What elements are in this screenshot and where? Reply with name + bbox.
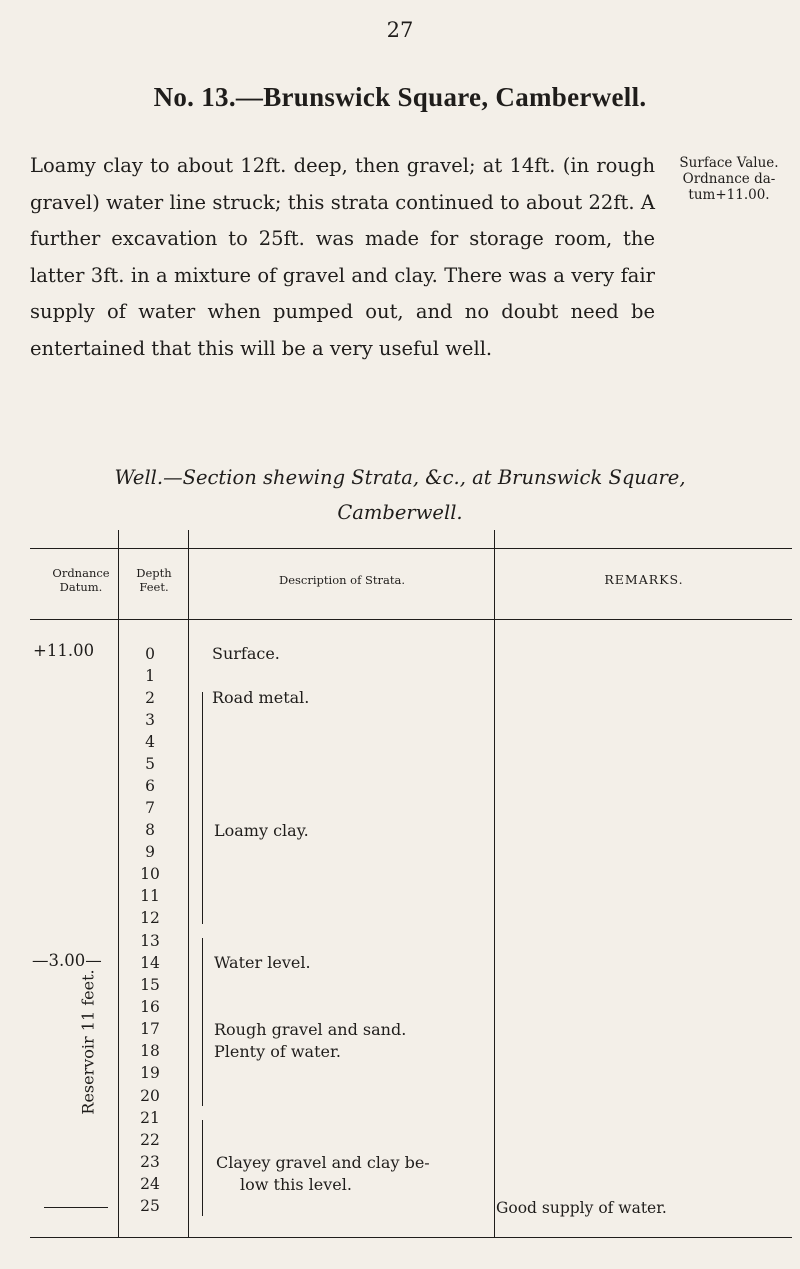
caption-line-1: Well.—Section shewing Strata, &c., at Brunswick Square, — [114, 466, 686, 489]
depth-value: 22 — [140, 1131, 160, 1149]
depth-value: 9 — [145, 843, 155, 861]
stratum-clayey-gravel-line-2: low this level. — [240, 1175, 352, 1194]
depth-value: 19 — [140, 1064, 160, 1082]
depth-value: 14 — [140, 954, 160, 972]
depth-value: 0 — [145, 645, 155, 663]
depth-value: 7 — [145, 799, 155, 817]
depth-value: 3 — [145, 711, 155, 729]
margin-note-line-2: Ordnance da- — [682, 171, 776, 187]
table-bottom-rule — [30, 1237, 792, 1238]
brace-road-loamy — [202, 692, 203, 924]
depth-value: 4 — [145, 733, 155, 751]
margin-note-line-1: Surface Value. — [679, 155, 779, 171]
depth-value: 8 — [145, 821, 155, 839]
depth-value: 23 — [140, 1153, 160, 1171]
depth-value: 1 — [145, 667, 155, 685]
reservoir-base-rule — [44, 1207, 108, 1208]
depth-value: 10 — [140, 865, 160, 883]
ordnance-water-level-value: —3.00— — [32, 951, 102, 970]
reservoir-label: Reservoir 11 feet. — [78, 969, 98, 1115]
stratum-road-metal: Road metal. — [212, 688, 310, 707]
stratum-clayey-gravel-line-1: Clayey gravel and clay be- — [216, 1153, 430, 1172]
remark-good-supply: Good supply of water. — [496, 1199, 667, 1217]
depth-value: 15 — [140, 976, 160, 994]
stratum-rough-gravel: Rough gravel and sand. — [214, 1020, 407, 1039]
page-title: No. 13.—Brunswick Square, Camberwell. — [153, 82, 647, 112]
ordnance-surface-value: +11.00 — [33, 641, 95, 660]
depth-value: 2 — [145, 689, 155, 707]
depth-value: 16 — [140, 998, 160, 1016]
depth-value: 18 — [140, 1042, 160, 1060]
page-number: 27 — [386, 18, 414, 42]
header-remarks: REMARKS. — [604, 572, 684, 587]
header-depth-feet: Depth Feet. — [136, 566, 172, 594]
section-caption — [0, 460, 800, 530]
depth-value: 25 — [140, 1197, 160, 1215]
stratum-surface: Surface. — [212, 644, 280, 663]
caption-line-2: Camberwell. — [337, 501, 463, 524]
depth-value: 24 — [140, 1175, 160, 1193]
brace-water-gravel — [202, 938, 203, 1106]
depth-value: 5 — [145, 755, 155, 773]
depth-value: 6 — [145, 777, 155, 795]
stratum-water-level: Water level. — [214, 953, 311, 972]
depth-value: 11 — [140, 887, 160, 905]
brace-clayey-gravel — [202, 1120, 203, 1216]
depth-value: 21 — [140, 1109, 160, 1127]
margin-note-line-3: tum+11.00. — [688, 187, 770, 203]
table-top-rule — [30, 548, 792, 549]
header-ordnance-datum: Ordnance Datum. — [52, 566, 110, 594]
depth-value: 17 — [140, 1020, 160, 1038]
header-description: Description of Strata. — [278, 573, 405, 587]
depth-value: 13 — [140, 932, 160, 950]
stratum-plenty-water: Plenty of water. — [214, 1042, 341, 1061]
table-header-rule — [30, 619, 792, 620]
column-divider-3 — [494, 530, 495, 1238]
margin-note — [660, 155, 798, 203]
well-description-paragraph: Loamy clay to about 12ft. deep, then gravel; at 14ft. (in rough gravel) water line struck; this strata continued to about 22ft. A further excavation to 25ft. was made for storage room, the latter 3ft. in a mixture of gravel and clay. There was a very fair supply of water when pumped out, and no doubt need be entertained that this will be a very useful well. — [30, 154, 655, 360]
depth-value: 12 — [140, 909, 160, 927]
stratum-loamy-clay: Loamy clay. — [214, 821, 309, 840]
depth-value: 20 — [140, 1087, 160, 1105]
